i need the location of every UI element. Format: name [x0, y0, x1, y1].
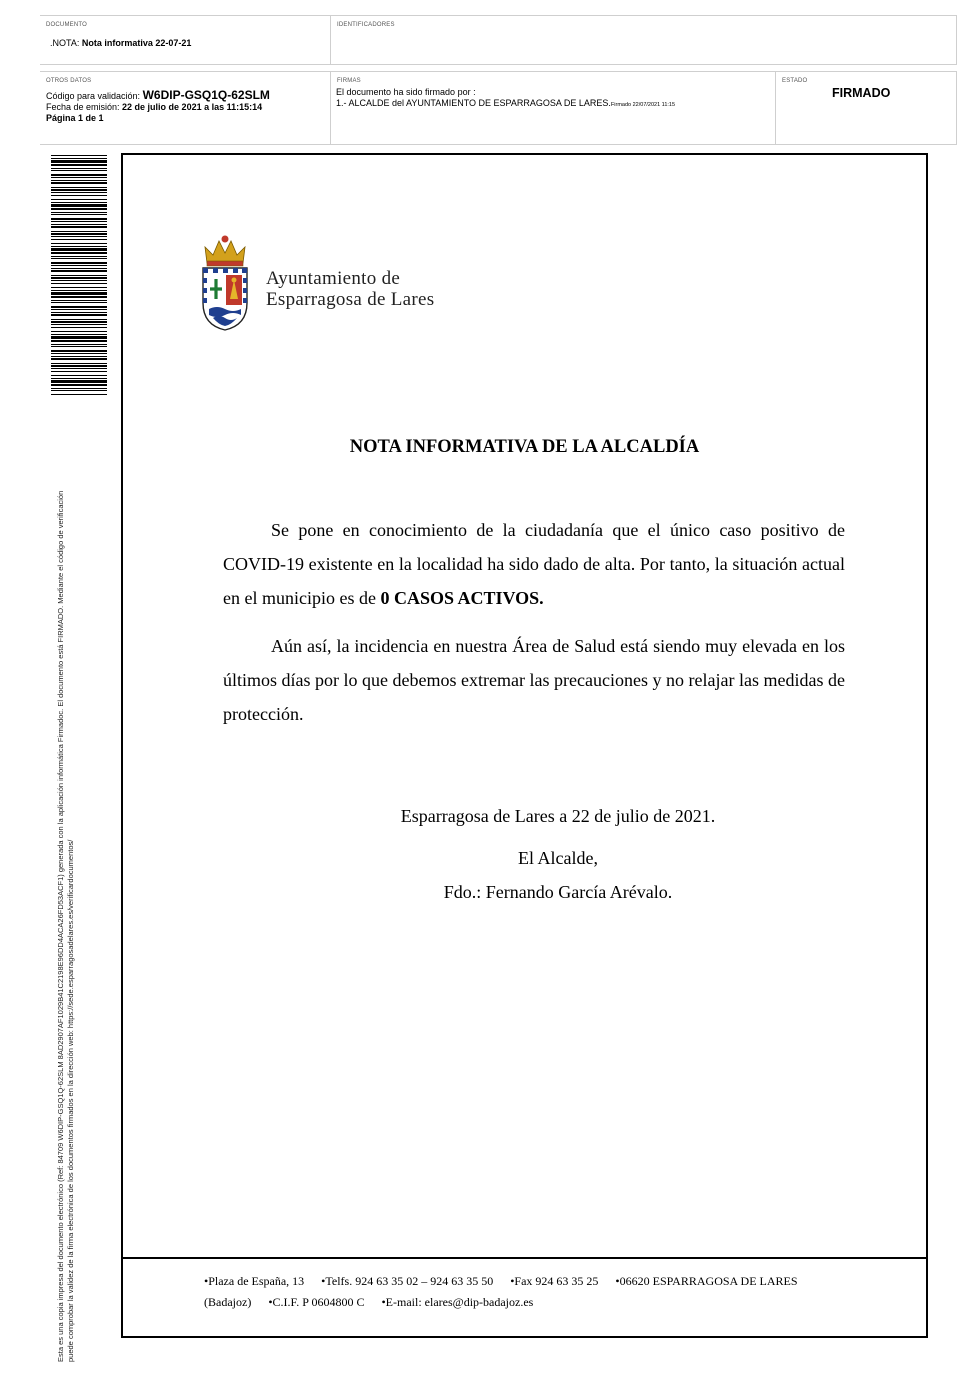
- document-header-table: [40, 15, 957, 145]
- letterhead-line1: Ayuntamiento de: [266, 268, 401, 289]
- verification-line2: puede comprobar la validez de la firma electrónica de los documentos firmados en la dirección web: https://sede.esparragosadelares.es/verificardocumentos/: [66, 839, 75, 1362]
- footer-address: •Plaza de España, 13: [204, 1274, 305, 1288]
- barcode-image: [51, 155, 107, 395]
- paragraph-1: [223, 513, 845, 615]
- otros-datos-cell: [40, 71, 331, 145]
- codigo-line: [46, 90, 270, 102]
- footer-divider: [123, 1257, 926, 1259]
- footer-email: •E-mail: elares@dip-badajoz.es: [381, 1295, 534, 1309]
- letter-page: [121, 153, 928, 1338]
- signature-name: Fdo.: Fernando García Arévalo.: [443, 882, 673, 902]
- firmas-caption: FIRMAS: [337, 78, 361, 84]
- documento-caption: DOCUMENTO: [46, 22, 88, 28]
- identificadores-caption: IDENTIFICADORES: [337, 22, 395, 28]
- fecha-label: Fecha de emisión:: [46, 102, 123, 112]
- verification-line1: Esta es una copia impresa del documento electrónico (Ref: 84709 W6DIP-GSQ1Q-62SLM 8AD2907AF1029B41C2198E96DD4ACA26FD53ACF1) generada con la aplicación informática Firmadoc. El documento está FIRMADO. Mediante el código de verificación: [56, 490, 65, 1362]
- otros-datos-content: [46, 90, 270, 124]
- codigo-label: Código para validación:: [46, 91, 143, 101]
- verification-side-text: [56, 392, 76, 1362]
- signature-place-date: Esparragosa de Lares a 22 de julio de 2021.: [400, 806, 716, 826]
- letterhead-line2: Esparragosa de Lares: [266, 289, 435, 310]
- fecha-line: [46, 102, 270, 113]
- signature-block: [323, 799, 793, 909]
- footer-contact: [204, 1271, 844, 1313]
- estado-caption: ESTADO: [782, 78, 808, 84]
- firmas-line2-wrap: [336, 98, 675, 111]
- footer-province: (Badajoz): [204, 1295, 252, 1309]
- pagina: Página 1 de 1: [46, 113, 104, 123]
- identificadores-cell: [331, 15, 957, 65]
- codigo-value: W6DIP-GSQ1Q-62SLM: [142, 88, 270, 102]
- firmas-content: [336, 87, 675, 111]
- documento-value: Nota informativa 22-07-21: [81, 38, 192, 48]
- signature-role: El Alcalde,: [518, 848, 598, 868]
- footer-postal: •06620 ESPARRAGOSA DE LARES: [615, 1274, 798, 1288]
- documento-line: [50, 38, 191, 48]
- documento-cell: [40, 15, 331, 65]
- firmas-stamp: Firmado 22/07/2021 11:15: [610, 102, 676, 108]
- paragraph-1-bold: 0 CASOS ACTIVOS.: [380, 588, 544, 608]
- firmas-line2: 1.- ALCALDE del AYUNTAMIENTO DE ESPARRAGOSA DE LARES.: [336, 98, 611, 108]
- estado-cell: [776, 71, 957, 145]
- document-body: [223, 513, 845, 745]
- footer-line1: [204, 1271, 844, 1292]
- firmas-cell: [331, 71, 776, 145]
- paragraph-2: Aún así, la incidencia en nuestra Área de Salud está siendo muy elevada en los últimos días por lo que debemos extremar las precauciones y no relajar las medidas de protección.: [223, 636, 845, 724]
- document-title: NOTA INFORMATIVA DE LA ALCALDÍA: [349, 437, 700, 457]
- firmas-line1: El documento ha sido firmado por :: [336, 87, 476, 97]
- coat-of-arms-logo: [199, 233, 251, 333]
- documento-prefix: .NOTA:: [50, 38, 82, 48]
- fecha-value: 22 de julio de 2021 a las 11:15:14: [122, 102, 263, 112]
- footer-fax: •Fax 924 63 35 25: [510, 1274, 599, 1288]
- letterhead-organization: [266, 268, 434, 310]
- footer-phones: •Telfs. 924 63 35 02 – 924 63 35 50: [321, 1274, 494, 1288]
- paragraph-1-text: Se pone en conocimiento de la ciudadanía que el único caso positivo de COVID-19 existente en la localidad ha sido dado de alta. Por tanto, la situación actual en el municipio es de: [223, 520, 845, 608]
- footer-cif: •C.I.F. P 0604800 C: [268, 1295, 365, 1309]
- estado-value: FIRMADO: [832, 86, 891, 100]
- otros-datos-caption: OTROS DATOS: [46, 78, 92, 84]
- footer-line2: [204, 1292, 844, 1313]
